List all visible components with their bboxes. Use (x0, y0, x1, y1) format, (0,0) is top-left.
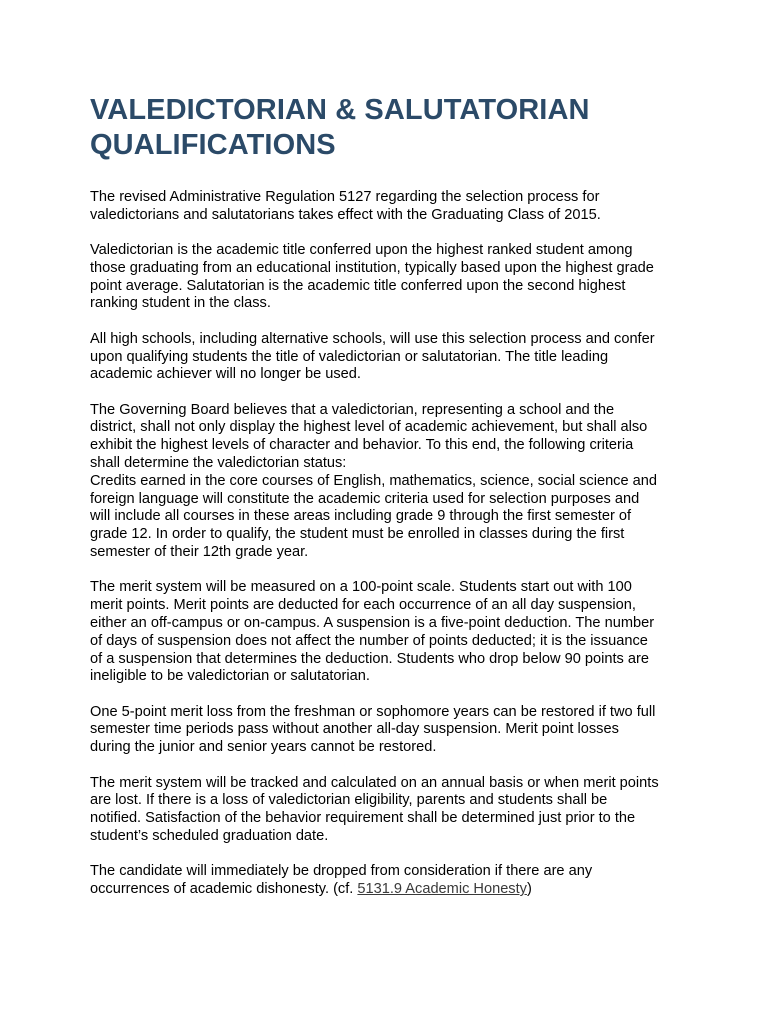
paragraph-academic-dishonesty (90, 863, 690, 899)
text-line: The Governing Board believes that a valedictorian, representing a school and the (90, 401, 615, 418)
text-line: semester time periods pass without another all-day suspension. Merit point losses (90, 721, 619, 738)
text-line: of a suspension that determines the deduction. Students who drop below 90 points are (90, 650, 649, 667)
paragraph-governing-board (90, 402, 690, 473)
document-page (90, 93, 690, 916)
text-line: point average. Salutatorian is the academic title conferred upon the second highest (90, 277, 626, 294)
text-line: The merit system will be measured on a 100-point scale. Students start out with 100 (90, 579, 632, 596)
text-line: district, shall not only display the highest level of academic achievement, but shall also (90, 419, 648, 436)
text-line: merit points. Merit points are deducted for each occurrence of an all day suspension, (90, 597, 636, 614)
paragraph-all-high-schools (90, 331, 690, 384)
text-line: ineligible to be valedictorian or salutatorian. (90, 668, 370, 685)
text-line: semester of their 12th grade year. (90, 544, 309, 561)
text-line: The candidate will immediately be dropped from consideration if there are any (90, 863, 593, 880)
text-line: notified. Satisfaction of the behavior requirement shall be determined just prior to the (90, 810, 636, 827)
text-line (90, 881, 690, 899)
text-line: grade 12. In order to qualify, the student must be enrolled in classes during the first (90, 526, 625, 543)
text-line: during the junior and senior years cannot be restored. (90, 739, 437, 756)
text-line: ranking student in the class. (90, 295, 271, 312)
text-line: All high schools, including alternative schools, will use this selection process and confer (90, 330, 655, 347)
text-line: shall determine the valedictorian status: (90, 455, 347, 472)
text-line: The revised Administrative Regulation 5127 regarding the selection process for (90, 189, 600, 205)
title-line-1: VALEDICTORIAN & SALUTATORIAN (90, 94, 590, 126)
text-line: exhibit the highest levels of character and behavior. To this end, the following criteria (90, 437, 634, 454)
page-title (90, 93, 690, 163)
text-line: are lost. If there is a loss of valedictorian eligibility, parents and students shall be (90, 792, 608, 809)
text-line: The merit system will be tracked and calculated on an annual basis or when merit points (90, 774, 659, 791)
text-line: Credits earned in the core courses of English, mathematics, science, social science and (90, 472, 658, 489)
text-segment: ) (526, 881, 532, 897)
text-line: academic achiever will no longer be used. (90, 366, 361, 383)
text-line: either an off-campus or on-campus. A suspension is a five-point deduction. The number (90, 614, 655, 631)
text-line: One 5-point merit loss from the freshman or sophomore years can be restored if two full (90, 703, 656, 720)
paragraph-regulation (90, 189, 690, 225)
text-line: upon qualifying students the title of valedictorian or salutatorian. The title leading (90, 348, 609, 365)
paragraph-merit-restoration (90, 704, 690, 757)
text-line: will include all courses in these areas including grade 9 through the first semester of (90, 508, 632, 525)
text-line: of days of suspension does not affect the number of points deducted; it is the issuance (90, 632, 648, 649)
text-line: student’s scheduled graduation date. (90, 827, 329, 844)
text-line: valedictorians and salutatorians takes effect with the Graduating Class of 2015. (90, 206, 601, 223)
paragraph-merit-system-scale (90, 579, 690, 686)
academic-honesty-link[interactable]: 5131.9 Academic Honesty (357, 881, 527, 897)
text-line: Valedictorian is the academic title conferred upon the highest ranked student among (90, 242, 633, 259)
text-line: foreign language will constitute the academic criteria used for selection purposes and (90, 490, 640, 507)
text-line: those graduating from an educational institution, typically based upon the highest grade (90, 259, 654, 276)
paragraph-valedictorian-definition (90, 242, 690, 313)
title-line-2: QUALIFICATIONS (90, 129, 336, 161)
text-segment: occurrences of academic dishonesty. (cf. (90, 881, 358, 897)
paragraph-credits (90, 473, 690, 562)
paragraph-merit-tracking (90, 775, 690, 846)
